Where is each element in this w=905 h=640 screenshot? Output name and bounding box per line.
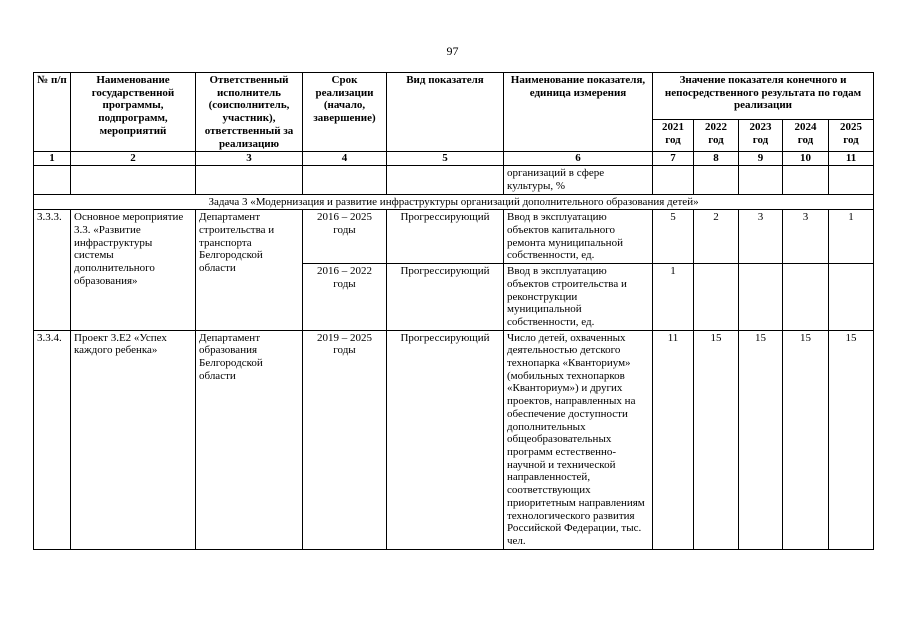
period: 2016 – 2022 годы xyxy=(303,264,387,331)
program-name: Проект 3.Е2 «Успех каждого ребенка» xyxy=(71,330,196,549)
period: 2019 – 2025 годы xyxy=(303,330,387,549)
continuation-row xyxy=(34,166,874,194)
column-number: 6 xyxy=(504,152,653,166)
value-2022 xyxy=(694,264,739,331)
header-responsible: Ответственный исполнитель (соисполнитель, участник), ответственный за реализацию xyxy=(196,73,303,152)
indicator-name: организаций в сфере культуры, % xyxy=(504,166,653,194)
task-title: Задача 3 «Модернизация и развитие инфраструктуры организаций дополнительного образования детей» xyxy=(34,194,874,210)
header-year: 2024 год xyxy=(783,119,829,151)
row-number: 3.3.3. xyxy=(34,210,71,330)
header-period: Срок реализации (начало, завершение) xyxy=(303,73,387,152)
value-2025 xyxy=(829,264,874,331)
indicator-kind: Прогрессирующий xyxy=(387,330,504,549)
value-2025: 1 xyxy=(829,210,874,264)
responsible: Департамент строительства и транспорта Белгородской области xyxy=(196,210,303,330)
column-number: 8 xyxy=(694,152,739,166)
value-2023 xyxy=(739,264,783,331)
header-indicator-name: Наименование показателя, единица измерения xyxy=(504,73,653,152)
indicator-kind: Прогрессирующий xyxy=(387,264,504,331)
column-number: 1 xyxy=(34,152,71,166)
period: 2016 – 2025 годы xyxy=(303,210,387,264)
indicator-name: Ввод в эксплуатацию объектов строительства и реконструкции муниципальной собственности, ед. xyxy=(504,264,653,331)
header-indicator-kind: Вид показателя xyxy=(387,73,504,152)
column-number: 9 xyxy=(739,152,783,166)
column-number: 5 xyxy=(387,152,504,166)
page-number: 97 xyxy=(446,44,459,58)
header-year: 2025 год xyxy=(829,119,874,151)
header-year: 2021 год xyxy=(653,119,694,151)
column-number: 4 xyxy=(303,152,387,166)
indicator-name: Число детей, охваченных деятельностью детского технопарка «Кванториум» (мобильных технопарков «Кванториум») и других проектов, направленных на обеспечение доступности дополнительных общеобразовательных программ естественно-научной и технической направленностей, соответствующих приоритетным направлениям технологического развития Российской Федерации, тыс. чел. xyxy=(504,330,653,549)
value-2024: 3 xyxy=(783,210,829,264)
column-number: 11 xyxy=(829,152,874,166)
value-2021: 11 xyxy=(653,330,694,549)
program-name: Основное мероприятие 3.3. «Развитие инфраструктуры системы дополнительного образования» xyxy=(71,210,196,330)
header-program-name: Наименование государственной программы, подпрограмм, мероприятий xyxy=(71,73,196,152)
header-num: № п/п xyxy=(34,73,71,152)
value-2024 xyxy=(783,264,829,331)
row-number: 3.3.4. xyxy=(34,330,71,549)
value-2021: 1 xyxy=(653,264,694,331)
indicator-name: Ввод в эксплуатацию объектов капитального ремонта муниципальной собственности, ед. xyxy=(504,210,653,264)
column-numbers-row xyxy=(34,152,874,166)
responsible: Департамент образования Белгородской области xyxy=(196,330,303,549)
value-2024: 15 xyxy=(783,330,829,549)
value-2022: 15 xyxy=(694,330,739,549)
value-2021: 5 xyxy=(653,210,694,264)
value-2022: 2 xyxy=(694,210,739,264)
value-2023: 3 xyxy=(739,210,783,264)
header-year: 2023 год xyxy=(739,119,783,151)
indicators-table xyxy=(33,72,874,550)
column-number: 2 xyxy=(71,152,196,166)
value-2025: 15 xyxy=(829,330,874,549)
table-row xyxy=(34,330,874,549)
column-number: 10 xyxy=(783,152,829,166)
indicator-kind: Прогрессирующий xyxy=(387,210,504,264)
header-row xyxy=(34,73,874,120)
value-2023: 15 xyxy=(739,330,783,549)
column-number: 7 xyxy=(653,152,694,166)
column-number: 3 xyxy=(196,152,303,166)
header-values-group: Значение показателя конечного и непосредственного результата по годам реализации xyxy=(653,73,874,120)
header-year: 2022 год xyxy=(694,119,739,151)
table-row xyxy=(34,210,874,264)
task-row xyxy=(34,194,874,210)
